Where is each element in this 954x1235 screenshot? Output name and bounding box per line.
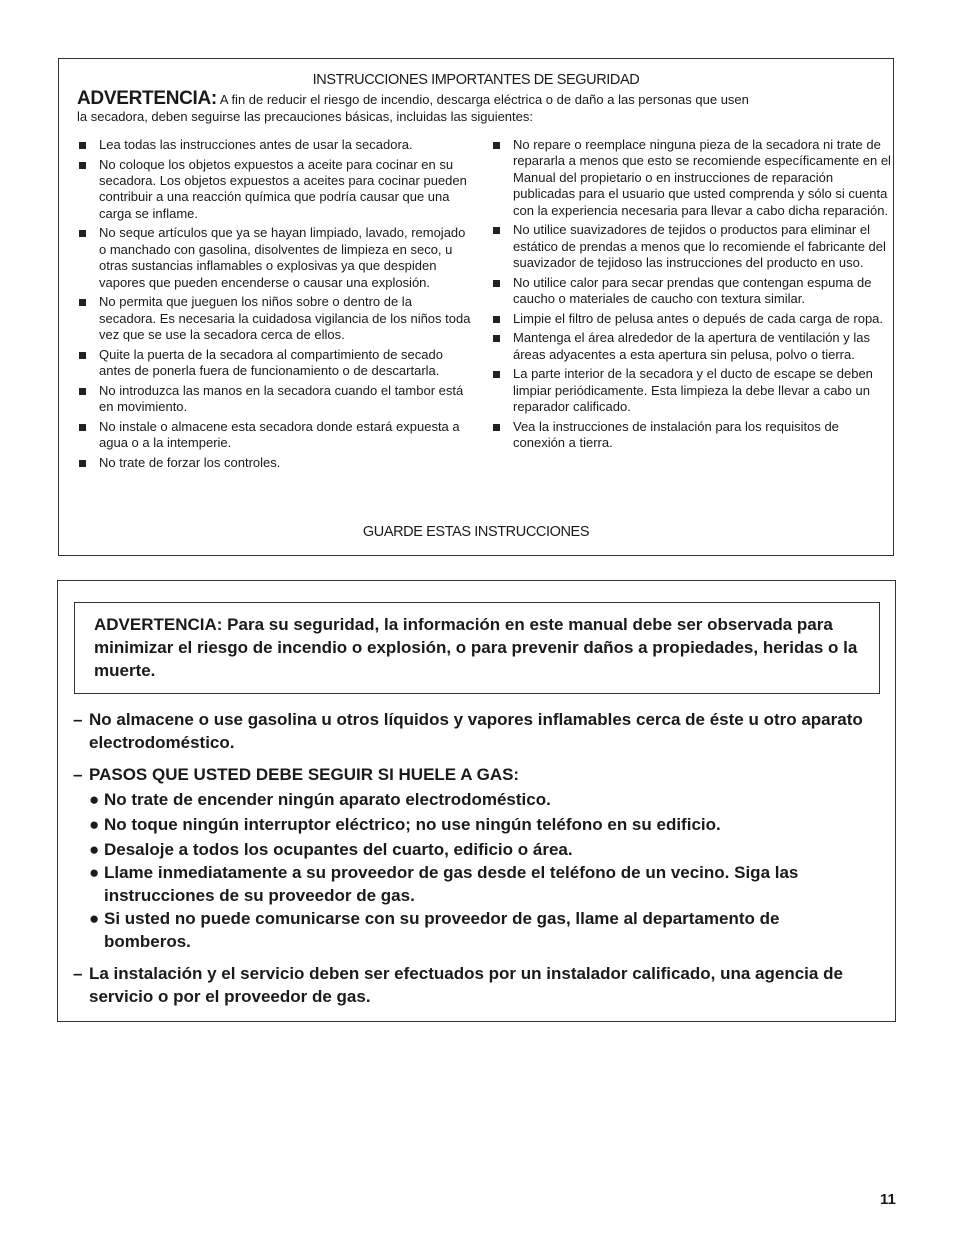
gas-step: ● No trate de encender ningún aparato electrodoméstico.	[89, 790, 551, 809]
gas-item-storage: – No almacene o use gasolina u otros líquidos y vapores inflamables cerca de éste u otro aparato electrodoméstico.	[73, 710, 863, 752]
square-bullet-icon	[79, 424, 86, 431]
page-number: 11	[880, 1191, 896, 1208]
list-item: No seque artículos que ya se hayan limpiado, lavado, remojado o manchado con gasolina, disolventes de limpieza en seco, u otras sustancias inflamables o explosivas ya que despiden vapores que pueden encenderse o causar una explosión.	[77, 225, 472, 291]
intro-line-1: A fin de reducir el riesgo de incendio, descarga eléctrica o de daño a las personas que usen	[219, 92, 749, 107]
square-bullet-icon	[79, 142, 86, 149]
square-bullet-icon	[493, 424, 500, 431]
list-item: Lea todas las instrucciones antes de usar la secadora.	[77, 137, 472, 153]
square-bullet-icon	[79, 162, 86, 169]
list-item: No trate de forzar los controles.	[77, 455, 472, 471]
square-bullet-icon	[493, 280, 500, 287]
warning-intro	[77, 88, 877, 125]
round-bullet-icon: ●	[89, 790, 100, 809]
safety-warning-box	[74, 602, 880, 694]
gas-step: ● Si usted no puede comunicarse con su proveedor de gas, llame al departamento de bomberos.	[89, 909, 780, 951]
round-bullet-icon: ●	[89, 863, 100, 882]
safety-title: INSTRUCCIONES IMPORTANTES DE SEGURIDAD	[312, 72, 640, 88]
safety-warning-text: ADVERTENCIA: Para su seguridad, la información en este manual debe ser observada para minimizar el riesgo de incendio o explosión, o para prevenir daños a propiedades, heridas o la muerte.	[94, 615, 858, 680]
square-bullet-icon	[493, 142, 500, 149]
list-item: No repare o reemplace ninguna pieza de la secadora ni trate de repararla a menos que esto se recomiende específicamente en el Manual del propietario o en instrucciones de reparación publicadas para el usuario que usted comprenda y sólo si cuenta con la experiencia necesaria para llevar a cabo dicha reparación.	[491, 137, 891, 219]
gas-item-installation: – La instalación y el servicio deben ser efectuados por un instalador calificado, una agencia de servicio o por el proveedor de gas.	[73, 964, 843, 1006]
gas-instructions	[73, 708, 883, 1008]
gas-step: ● Desaloje a todos los ocupantes del cuarto, edificio o área.	[89, 840, 573, 859]
list-item: Quite la puerta de la secadora al compartimiento de secado antes de ponerla fuera de funcionamiento o de descartarla.	[77, 347, 472, 380]
square-bullet-icon	[493, 316, 500, 323]
square-bullet-icon	[79, 299, 86, 306]
list-item: No utilice calor para secar prendas que contengan espuma de caucho o materiales de caucho con textura similar.	[491, 275, 891, 308]
list-item: No instale o almacene esta secadora donde estará expuesta a agua o a la intemperie.	[77, 419, 472, 452]
round-bullet-icon: ●	[89, 815, 100, 834]
square-bullet-icon	[493, 371, 500, 378]
square-bullet-icon	[493, 227, 500, 234]
gas-step: ● No toque ningún interruptor eléctrico; no use ningún teléfono en su edificio.	[89, 815, 721, 834]
intro-line-2: la secadora, deben seguirse las precauciones básicas, incluidas las siguientes:	[77, 108, 533, 124]
list-item: Mantenga el área alrededor de la apertura de ventilación y las áreas adyacentes a esta apertura sin pelusa, polvo o tierra.	[491, 330, 891, 363]
list-item: No permita que jueguen los niños sobre o dentro de la secadora. Es necesaria la cuidadosa vigilancia de los niños toda vez que se use la secadora cerca de ellos.	[77, 294, 472, 343]
square-bullet-icon	[79, 352, 86, 359]
list-item: Vea la instrucciones de instalación para los requisitos de conexión a tierra.	[491, 419, 891, 452]
square-bullet-icon	[79, 460, 86, 467]
warning-label: ADVERTENCIA:	[77, 88, 217, 109]
safety-instructions-box	[58, 58, 894, 556]
gas-step: ● Llame inmediatamente a su proveedor de gas desde el teléfono de un vecino. Siga las instrucciones de su proveedor de gas.	[89, 863, 799, 905]
square-bullet-icon	[79, 388, 86, 395]
left-precautions-list	[77, 137, 472, 474]
list-item: La parte interior de la secadora y el ducto de escape se deben limpiar periódicamente. Esta limpieza la debe llevar a cabo un reparador calificado.	[491, 366, 891, 415]
dash-marker: –	[73, 964, 83, 983]
gas-steps-title: – PASOS QUE USTED DEBE SEGUIR SI HUELE A GAS:	[73, 765, 520, 784]
square-bullet-icon	[79, 230, 86, 237]
round-bullet-icon: ●	[89, 840, 100, 859]
gas-warning-box	[57, 580, 896, 1022]
list-item: No introduzca las manos en la secadora cuando el tambor está en movimiento.	[77, 383, 472, 416]
square-bullet-icon	[493, 335, 500, 342]
list-item: No coloque los objetos expuestos a aceite para cocinar en su secadora. Los objetos expuestos a aceites para cocinar pueden contribuir a una reacción química que podría causar que una carga se inflame.	[77, 157, 472, 223]
round-bullet-icon: ●	[89, 909, 100, 928]
list-item: No utilice suavizadores de tejidos o productos para eliminar el estático de prendas a menos que lo recomiende el fabricante del suavizador de tejidoso las instrucciones del producto en uso.	[491, 222, 891, 271]
dash-marker: –	[73, 710, 83, 729]
save-instructions-footer: GUARDE ESTAS INSTRUCCIONES	[362, 524, 590, 540]
right-precautions-list	[491, 137, 891, 455]
list-item: Limpie el filtro de pelusa antes o depués de cada carga de ropa.	[491, 311, 891, 327]
dash-marker: –	[73, 765, 83, 784]
